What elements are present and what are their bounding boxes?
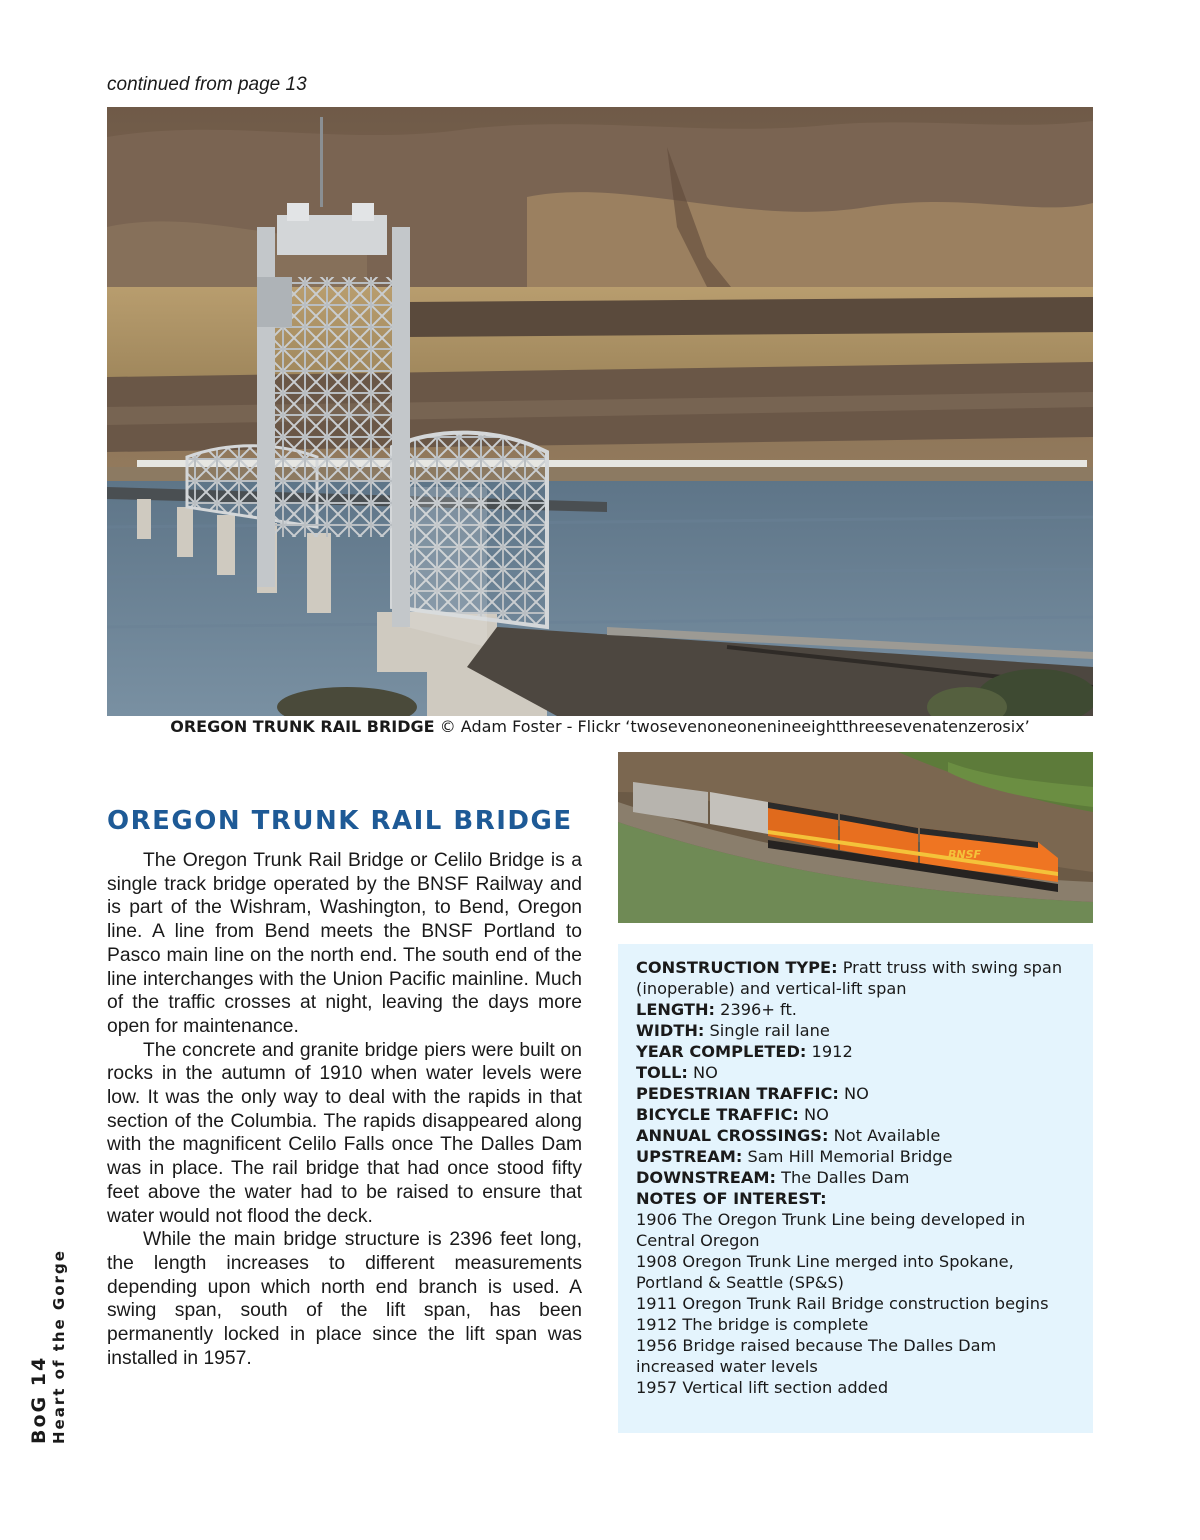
caption-credit: © Adam Foster - Flickr ‘twosevenoneonenineeightthreesevenatenzerosix’ bbox=[434, 717, 1030, 736]
fact-box bbox=[618, 944, 1093, 1433]
fact-label: YEAR COMPLETED: bbox=[636, 1042, 807, 1061]
note-item: 1957 Vertical lift section added bbox=[636, 1378, 889, 1397]
fact-width bbox=[636, 1020, 1075, 1041]
note-item: 1908 Oregon Trunk Line merged into Spokane, Portland & Seattle (SP&S) bbox=[636, 1252, 1014, 1292]
note-item: 1906 The Oregon Trunk Line being developed in Central Oregon bbox=[636, 1210, 1026, 1250]
fact-value: NO bbox=[838, 1084, 869, 1103]
fact-construction-type bbox=[636, 957, 1075, 999]
note-item: 1912 The bridge is complete bbox=[636, 1315, 869, 1334]
notes-label: NOTES OF INTEREST: bbox=[636, 1189, 827, 1208]
train-photo bbox=[618, 752, 1093, 923]
fact-label: ANNUAL CROSSINGS: bbox=[636, 1126, 829, 1145]
article-paragraph-3: While the main bridge structure is 2396 feet long, the length increases to different measurements depending upon which north end branch is used. A swing span, south of the lift span, has been permanently locked in place since the lift span was installed in 1957. bbox=[107, 1229, 582, 1369]
fact-value: Pratt truss with swing span (inoperable) and vertical-lift span bbox=[636, 958, 1063, 998]
photo-caption bbox=[107, 717, 1093, 736]
fact-label: BICYCLE TRAFFIC: bbox=[636, 1105, 799, 1124]
fact-label: WIDTH: bbox=[636, 1021, 705, 1040]
fact-label: DOWNSTREAM: bbox=[636, 1168, 776, 1187]
fact-annual-crossings bbox=[636, 1125, 1075, 1146]
fact-value: NO bbox=[798, 1105, 829, 1124]
bridge-photo bbox=[107, 107, 1093, 716]
fact-downstream bbox=[636, 1167, 1075, 1188]
fact-bicycle-traffic bbox=[636, 1104, 1075, 1125]
fact-upstream bbox=[636, 1146, 1075, 1167]
page-folio bbox=[28, 1249, 68, 1444]
fact-pedestrian-traffic bbox=[636, 1083, 1075, 1104]
fact-label: TOLL: bbox=[636, 1063, 688, 1082]
folio-section: Heart of the Gorge bbox=[50, 1249, 68, 1444]
fact-length bbox=[636, 999, 1075, 1020]
fact-toll bbox=[636, 1062, 1075, 1083]
fact-label: LENGTH: bbox=[636, 1000, 715, 1019]
folio-page-number: BoG 14 bbox=[28, 1355, 50, 1444]
article-heading: OREGON TRUNK RAIL BRIDGE bbox=[107, 806, 573, 836]
fact-value: 2396+ ft. bbox=[715, 1000, 797, 1019]
fact-label: PEDESTRIAN TRAFFIC: bbox=[636, 1084, 839, 1103]
article-body bbox=[107, 849, 582, 1370]
fact-year-completed bbox=[636, 1041, 1075, 1062]
fact-value: The Dalles Dam bbox=[775, 1168, 910, 1187]
article-paragraph-2: The concrete and granite bridge piers were built on rocks in the autumn of 1910 when water levels were low. It was the only way to deal with the rapids in that section of the Columbia. The rapids disappeared along with the magnificent Celilo Falls once The Dalles Dam was in place. The rail bridge that had once stood fifty feet above the water had to be raised to ensure that water would not flood the deck. bbox=[107, 1039, 582, 1227]
caption-title: OREGON TRUNK RAIL BRIDGE bbox=[170, 717, 435, 736]
fact-label: CONSTRUCTION TYPE: bbox=[636, 958, 838, 977]
note-item: 1911 Oregon Trunk Rail Bridge construction begins bbox=[636, 1294, 1049, 1313]
locomotive-lettering: BNSF bbox=[948, 848, 982, 861]
continued-note: continued from page 13 bbox=[107, 74, 307, 95]
fact-value: Single rail lane bbox=[704, 1021, 830, 1040]
fact-value: Sam Hill Memorial Bridge bbox=[742, 1147, 953, 1166]
article-paragraph-1: The Oregon Trunk Rail Bridge or Celilo Bridge is a single track bridge operated by the BNSF Railway and is part of the Wishram, Washington, to Bend, Oregon line. A line from Bend meets the BNSF Portland to Pasco main line on the north end. The south end of the line interchanges with the Union Pacific mainline. Much of the traffic crosses at night, leaving the days more open for maintenance. bbox=[107, 850, 582, 1037]
note-item: 1956 Bridge raised because The Dalles Dam increased water levels bbox=[636, 1336, 997, 1376]
fact-value: 1912 bbox=[806, 1042, 853, 1061]
fact-value: Not Available bbox=[828, 1126, 941, 1145]
fact-label: UPSTREAM: bbox=[636, 1147, 743, 1166]
fact-value: NO bbox=[687, 1063, 718, 1082]
